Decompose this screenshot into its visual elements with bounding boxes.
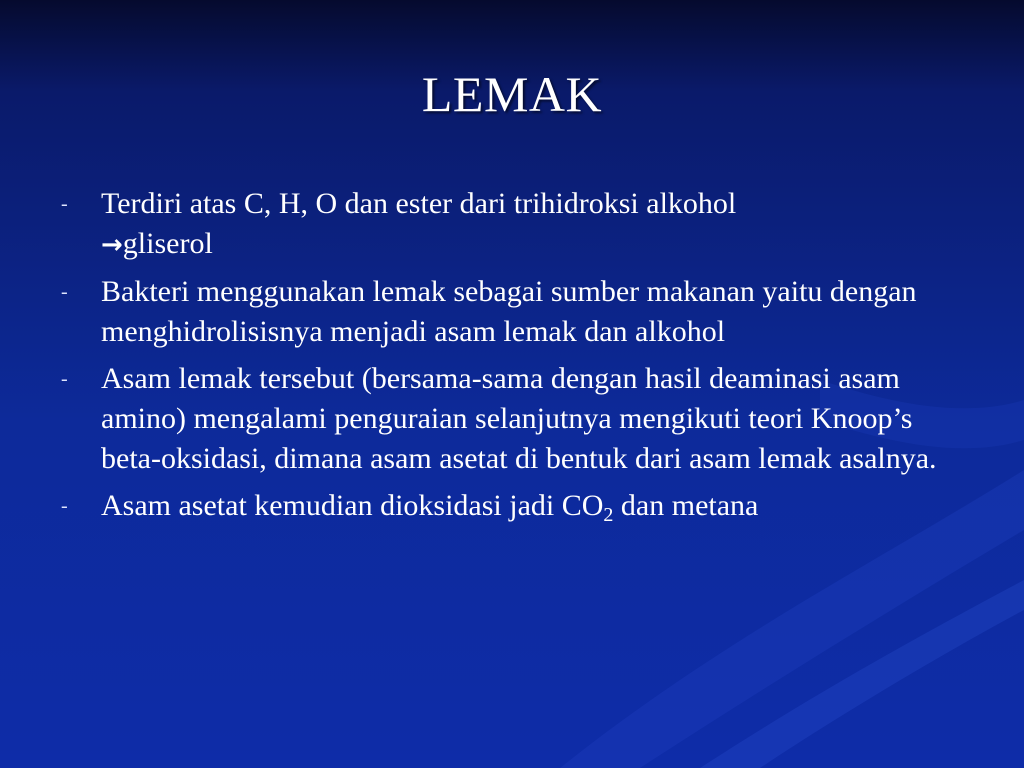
bullet-marker: - xyxy=(61,193,68,215)
subscript-text: 2 xyxy=(603,504,614,526)
bullet-text-continuation: gliserol xyxy=(122,227,213,260)
bullet-item-4 xyxy=(0,486,941,526)
bullet-item-1 xyxy=(0,184,941,265)
bullet-list xyxy=(0,184,1024,533)
bullet-text: Asam asetat kemudian dioksidasi jadi CO xyxy=(101,489,604,522)
bullet-marker: - xyxy=(61,368,68,390)
bullet-item-3 xyxy=(0,359,941,479)
bullet-text: Terdiri atas C, H, O dan ester dari trihidroksi alkohol xyxy=(101,187,737,220)
bullet-item-2 xyxy=(0,272,941,352)
bullet-text-continuation: dan metana xyxy=(613,489,759,522)
slide-title: LEMAK xyxy=(421,66,603,122)
bullet-text: Bakteri menggunakan lemak sebagai sumber makanan yaitu dengan menghidrolisisnya menjadi asam lemak dan alkohol xyxy=(101,275,917,348)
bullet-marker: - xyxy=(61,495,68,517)
bullet-text: Asam lemak tersebut (bersama-sama dengan hasil deaminasi asam amino) mengalami penguraian selanjutnya mengikuti teori Knoop’s beta-oksidasi, dimana asam asetat di bentuk dari asam lemak asalnya. xyxy=(101,362,937,475)
bullet-marker: - xyxy=(61,281,68,303)
arrow-right-icon: → xyxy=(101,230,123,260)
